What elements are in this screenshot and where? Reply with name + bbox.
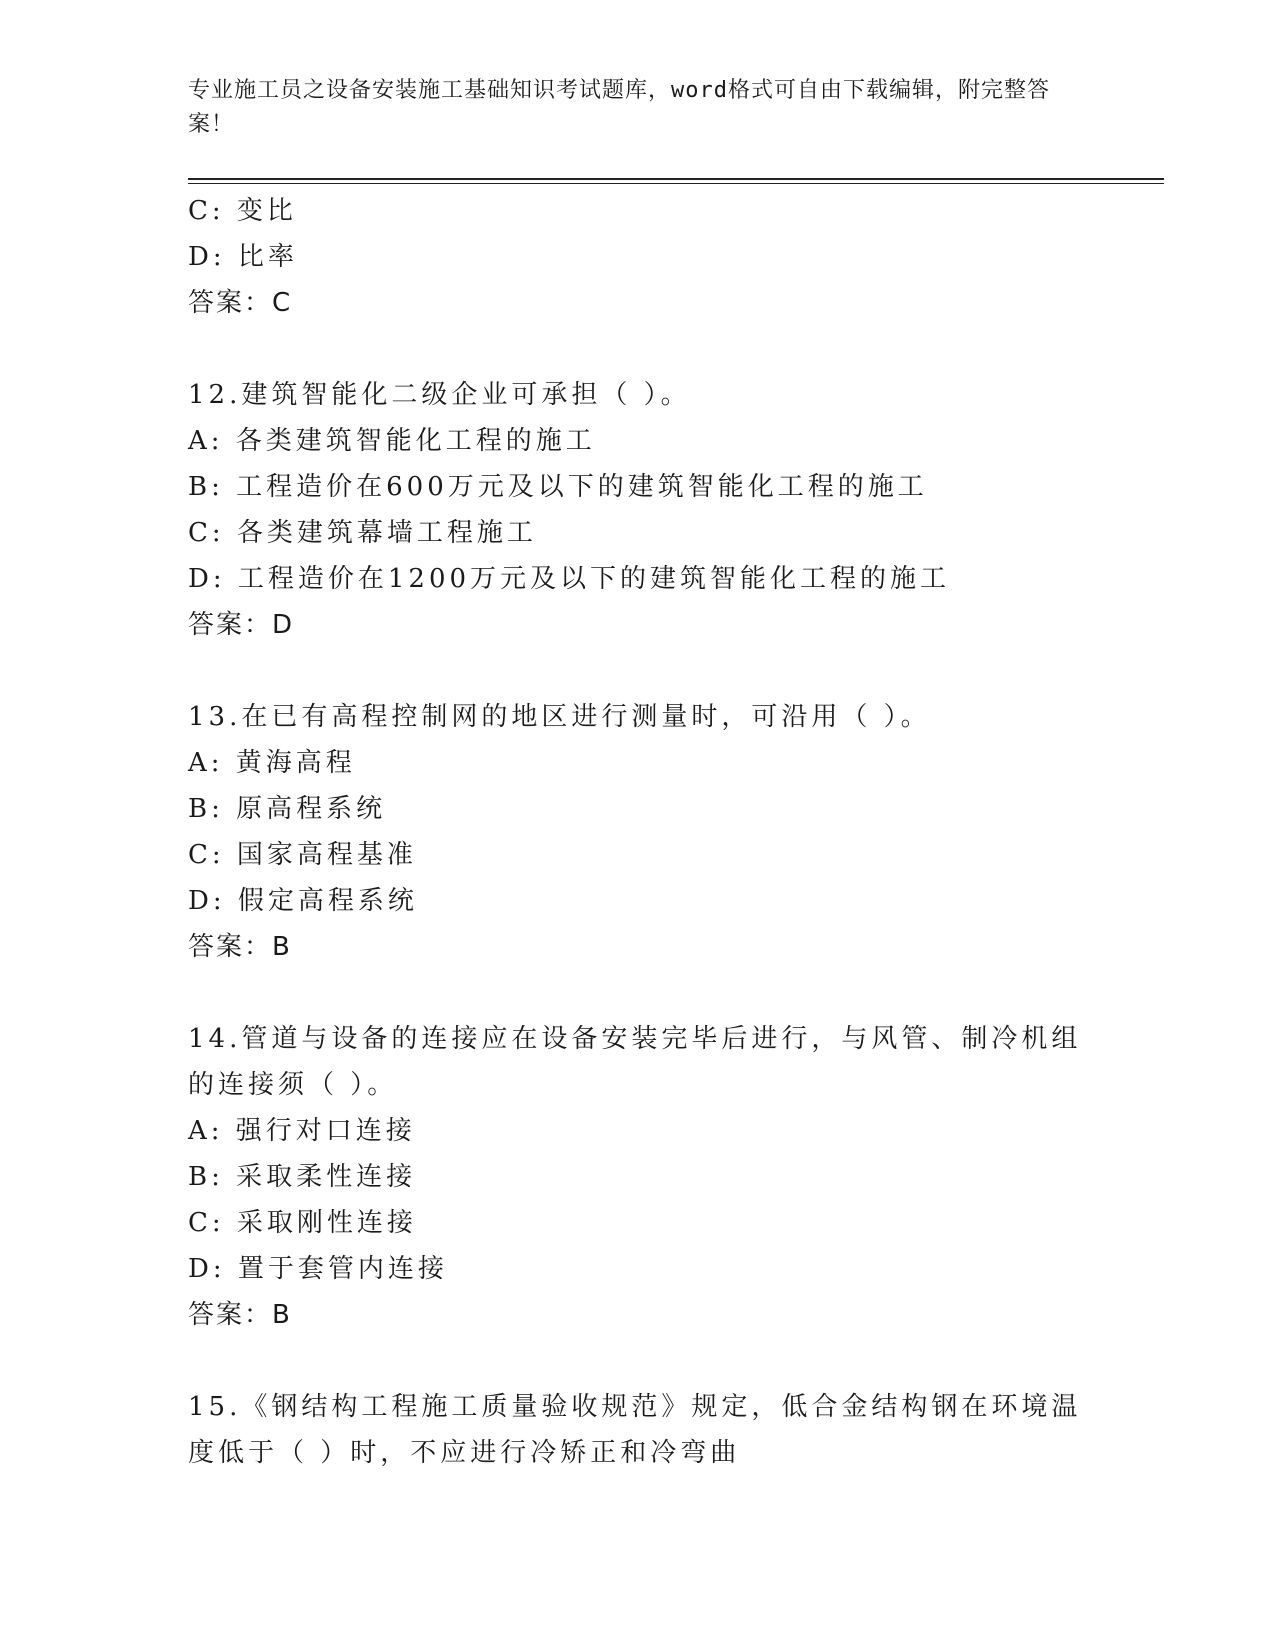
option-c: C: 采取刚性连接 (188, 1208, 417, 1238)
option-d: D: 工程造价在1200万元及以下的建筑智能化工程的施工 (188, 564, 951, 594)
option-c: C: 各类建筑幕墙工程施工 (188, 518, 537, 548)
document-header: 专业施工员之设备安装施工基础知识考试题库，word格式可自由下载编辑，附完整答案！ (188, 78, 1050, 137)
option-c: C: 国家高程基准 (188, 840, 417, 870)
question-stem: 12.建筑智能化二级企业可承担（ ）。 (188, 380, 691, 410)
answer-line: 答案：C (188, 288, 293, 318)
question-stem: 15.《钢结构工程施工质量验收规范》规定，低合金结构钢在环境温度低于（ ）时，不应进行冷矫正和冷弯曲 (188, 1392, 1082, 1468)
spacer (188, 1338, 1148, 1384)
question-stem: 14.管道与设备的连接应在设备安装完毕后进行，与风管、制冷机组的连接须（ ）。 (188, 1024, 1082, 1100)
option-a: A: 强行对口连接 (188, 1116, 416, 1146)
header-rule-thick (188, 178, 1164, 180)
option-d: D: 假定高程系统 (188, 886, 418, 916)
prev-question-block (188, 188, 1148, 326)
spacer (188, 648, 1148, 694)
option-b: B: 采取柔性连接 (188, 1162, 417, 1192)
option-a: A: 各类建筑智能化工程的施工 (188, 426, 596, 456)
answer-line: 答案：B (188, 932, 292, 962)
header-rule-thin (188, 183, 1164, 184)
answer-line: 答案：D (188, 610, 295, 640)
option-d: D: 置于套管内连接 (188, 1254, 448, 1284)
option-c: C: 变比 (188, 196, 297, 226)
question-block-12 (188, 372, 1148, 648)
option-b: B: 原高程系统 (188, 794, 387, 824)
spacer (188, 326, 1148, 372)
option-b: B: 工程造价在600万元及以下的建筑智能化工程的施工 (188, 472, 928, 502)
question-block-14 (188, 1016, 1148, 1338)
answer-line: 答案：B (188, 1300, 292, 1330)
question-stem: 13.在已有高程控制网的地区进行测量时，可沿用（ ）。 (188, 702, 931, 732)
question-content (188, 188, 1148, 1476)
spacer (188, 970, 1148, 1016)
option-a: A: 黄海高程 (188, 748, 356, 778)
option-d: D: 比率 (188, 242, 298, 272)
question-block-13 (188, 694, 1148, 970)
question-block-15 (188, 1384, 1148, 1476)
